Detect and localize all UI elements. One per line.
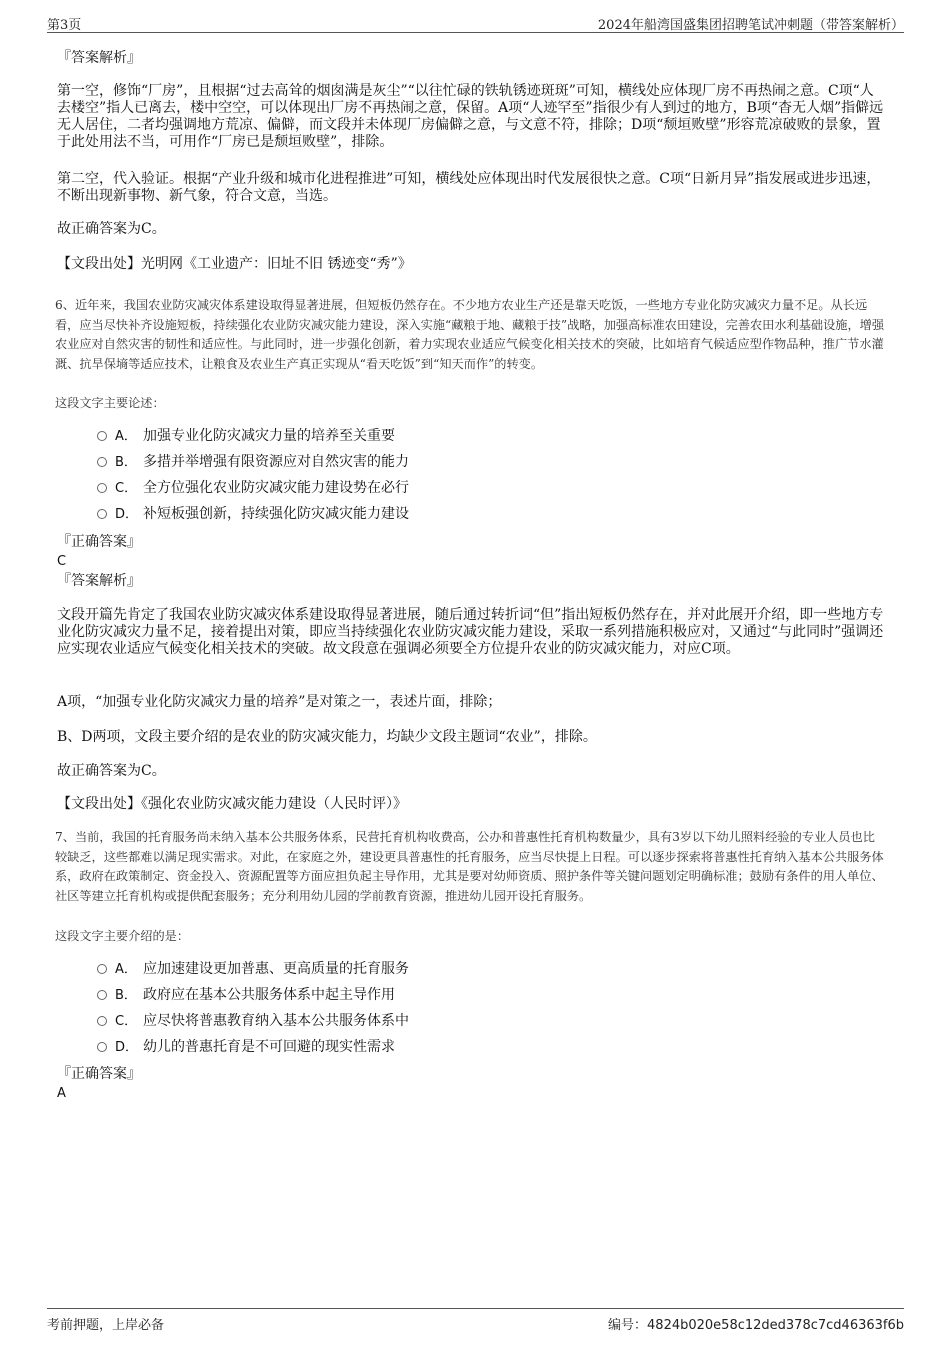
q5-analysis-para2: 第二空，代入验证。根据“产业升级和城市化进程推进”可知，横线处应体现出时代发展很快之意。C项“日新月异”指发展或进步迅速，不断出现新事物、新气象，符合文意，当选。 — [57, 171, 881, 204]
radio-icon[interactable] — [97, 1042, 107, 1052]
option-text: 多措并举增强有限资源应对自然灾害的能力 — [143, 454, 409, 470]
q6-option-c[interactable] — [97, 479, 409, 498]
q6-analysis-para2: A项，“加强专业化防灾减灾力量的培养”是对策之一，表述片面，排除； — [57, 694, 502, 710]
option-text: 全方位强化农业防灾减灾能力建设势在必行 — [143, 480, 409, 496]
radio-icon[interactable] — [97, 509, 107, 519]
q6-source: 【文段出处】《强化农业防灾减灾能力建设（人民时评）》 — [57, 796, 407, 812]
option-letter: A． — [115, 429, 137, 444]
option-letter: B． — [115, 988, 137, 1003]
q5-conclusion: 故正确答案为C。 — [57, 221, 166, 237]
q6-analysis-heading: 『答案解析』 — [57, 573, 141, 589]
q7-stem: 这段文字主要介绍的是： — [55, 929, 190, 943]
q5-source: 【文段出处】光明网《工业遗产：旧址不旧 锈迹变“秀”》 — [57, 256, 412, 272]
option-letter: A． — [115, 962, 137, 977]
option-letter: C． — [115, 1014, 138, 1029]
option-text: 加强专业化防灾减灾力量的培养至关重要 — [143, 428, 395, 444]
q6-option-d[interactable] — [97, 505, 409, 524]
q7-correct-answer: A — [57, 1086, 66, 1101]
q6-conclusion: 故正确答案为C。 — [57, 763, 166, 779]
option-letter: D． — [115, 507, 139, 522]
q6-stem: 这段文字主要论述： — [55, 396, 165, 410]
q7-passage: 7、当前，我国的托育服务尚未纳入基本公共服务体系，民营托育机构收费高，公办和普惠性托育机构数量少，具有3岁以下幼儿照料经验的专业人员也比较缺乏，这些都难以满足现实需求。对此，在家庭之外，建设更具普惠性的托育服务，应当尽快提上日程。可以逐步探索将普惠性托育纳入基本公共服务体系，政府在政策制定、资金投入、资源配置等方面应担负起主导作用，尤其是要对幼师资质、照护条件等关键问题划定明确标准；鼓励有条件的用人单位、社区等建立托育机构或提供配套服务；充分利用幼儿园的学前教育资源，推进幼儿园开设托育服务。 — [55, 830, 884, 903]
radio-icon[interactable] — [97, 1016, 107, 1026]
q6-analysis-para3: B、D两项，文段主要介绍的是农业的防灾减灾能力，均缺少文段主题词“农业”，排除。 — [57, 729, 597, 745]
q7-option-c[interactable] — [97, 1012, 409, 1031]
footer-note: 考前押题，上岸必备 — [47, 1318, 165, 1333]
q6-passage: 6、近年来，我国农业防灾减灾体系建设取得显著进展，但短板仍然存在。不少地方农业生产还是靠天吃饭，一些地方专业化防灾减灾力量不足。从长远看，应当尽快补齐设施短板，持续强化农业防灾减灾能力建设，深入实施“藏粮于地、藏粮于技”战略，加强高标准农田建设，完善农田水利基础设施，增强农业应对自然灾害的韧性和适应性。与此同时，进一步强化创新，着力实现农业适应气候变化相关技术的突破，比如培育气候适应型作物品种，推广节水灌溉、抗旱保墒等适应技术，让粮食及农业生产真正实现从“看天吃饭”到“知天而作”的转变。 — [55, 298, 885, 371]
page-number: 第3页 — [47, 18, 82, 33]
q6-correct-heading: 『正确答案』 — [57, 534, 141, 550]
page-footer — [47, 1308, 904, 1331]
q7-option-b[interactable] — [97, 986, 395, 1005]
option-letter: B． — [115, 455, 137, 470]
q7-option-a[interactable] — [97, 960, 409, 979]
option-text: 幼儿的普惠托育是不可回避的现实性需求 — [143, 1039, 395, 1055]
radio-icon[interactable] — [97, 990, 107, 1000]
document-title: 2024年船湾国盛集团招聘笔试冲刺题（带答案解析） — [597, 18, 904, 33]
q7-correct-heading: 『正确答案』 — [57, 1066, 141, 1082]
q6-correct-answer: C — [57, 554, 67, 569]
page-header — [47, 12, 904, 33]
option-text: 应尽快将普惠教育纳入基本公共服务体系中 — [143, 1013, 409, 1029]
q6-analysis-para1: 文段开篇先肯定了我国农业防灾减灾体系建设取得显著进展，随后通过转折词“但”指出短板仍然存在，并对此展开介绍，即一些地方专业化防灾减灾力量不足，接着提出对策，即应当持续强化农业防灾减灾能力建设，采取一系列措施积极应对，又通过“与此同时”强调还应实现农业适应气候变化相关技术的突破。故文段意在强调必须要全方位提升农业的防灾减灾能力，对应C项。 — [57, 607, 884, 657]
option-text: 应加速建设更加普惠、更高质量的托育服务 — [143, 961, 409, 977]
radio-icon[interactable] — [97, 431, 107, 441]
q5-analysis-heading: 『答案解析』 — [57, 50, 141, 66]
radio-icon[interactable] — [97, 964, 107, 974]
option-text: 政府应在基本公共服务体系中起主导作用 — [143, 987, 395, 1003]
option-text: 补短板强创新，持续强化防灾减灾能力建设 — [143, 506, 409, 522]
option-letter: D． — [115, 1040, 139, 1055]
radio-icon[interactable] — [97, 483, 107, 493]
radio-icon[interactable] — [97, 457, 107, 467]
option-letter: C． — [115, 481, 138, 496]
q5-analysis-para1: 第一空，修饰“厂房”，且根据“过去高耸的烟囱满是灰尘”“以往忙碌的铁轨锈迹斑斑”可知，横线处应体现厂房不再热闹之意。C项“人去楼空”指人已离去，楼中空空，可以体现出厂房不再热闹之意，保留。A项“人迹罕至”指很少有人到过的地方，B项“杳无人烟”指僻远无人居住，二者均强调地方荒凉、偏僻，而文段并未体现厂房偏僻之意，与文意不符，排除；D项“颓垣败壁”形容荒凉破败的景象，置于此处用法不当，可用作“厂房已是颓垣败壁”，排除。 — [57, 83, 884, 150]
q7-option-d[interactable] — [97, 1038, 395, 1057]
footer-code: 编号：4824b020e58c12ded378c7cd46363f6b — [608, 1318, 904, 1333]
q6-option-a[interactable] — [97, 427, 395, 446]
q6-option-b[interactable] — [97, 453, 409, 472]
